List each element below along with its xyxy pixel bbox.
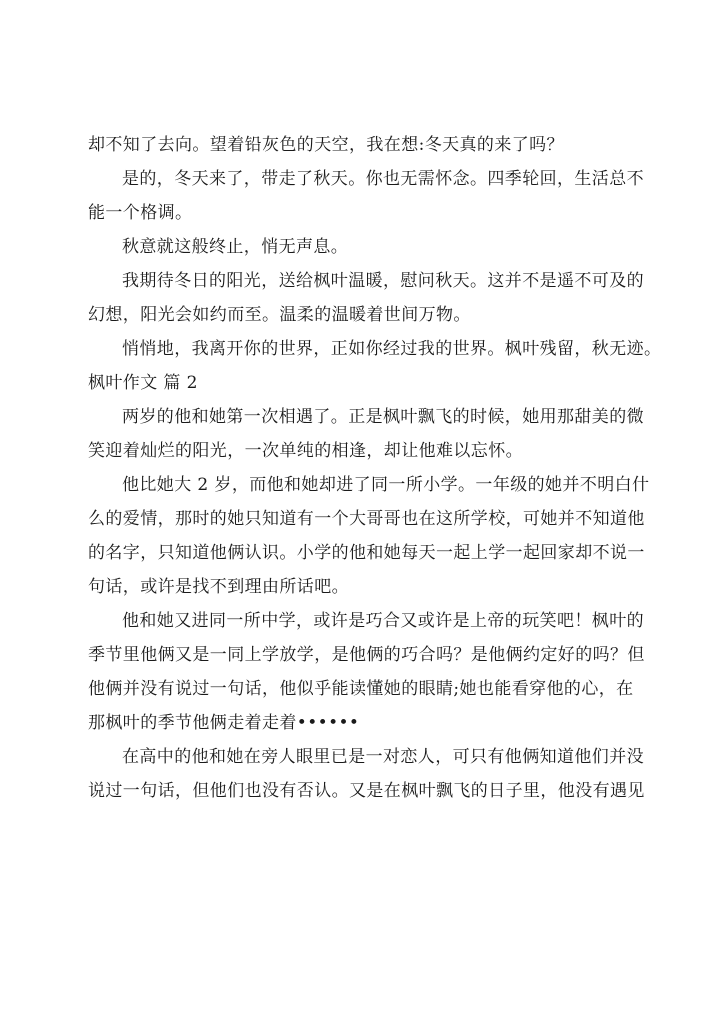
text-line: 在高中的他和她在旁人眼里已是一对恋人，可只有他俩知道他们并没 (122, 747, 644, 767)
text-line: 却不知了去向。望着铅灰色的天空，我在想:冬天真的来了吗？ (88, 135, 564, 155)
text-line: 说过一句话，但他们也没有否认。又是在枫叶飘飞的日子里，他没有遇见 (88, 781, 645, 801)
paragraph-6 (88, 400, 644, 468)
text-line: 么的爱情，那时的她只知道有一个大哥哥也在这所学校，可她并不知道他 (88, 509, 645, 529)
paragraph-9 (88, 740, 645, 808)
section-heading (88, 366, 638, 400)
text-line: 那枫叶的季节他俩走着走着•••••• (88, 713, 360, 733)
text-line: 的名字，只知道他俩认识。小学的他和她每天一起上学一起回家却不说一 (88, 543, 645, 563)
text-line: 季节里他俩又是一同上学放学，是他俩的巧合吗？是他俩约定好的吗？但 (88, 645, 645, 665)
text-line: 两岁的他和她第一次相遇了。正是枫叶飘飞的时候，她用那甜美的微 (122, 407, 644, 427)
paragraph-4 (88, 264, 644, 332)
text-line: 他俩并没有说过一句话，他似乎能读懂她的眼睛;她也能看穿他的心，在 (88, 679, 634, 699)
text-line: 笑迎着灿烂的阳光，一次单纯的相逢，却让他难以忘怀。 (88, 441, 523, 461)
paragraph-7 (88, 468, 650, 604)
paragraph-8 (88, 604, 645, 740)
text-line: 幻想，阳光会如约而至。温柔的温暖着世间万物。 (88, 305, 471, 325)
text-line: 我期待冬日的阳光，送给枫叶温暖，慰问秋天。这并不是遥不可及的 (122, 271, 644, 291)
text-line: 秋意就这般终止，悄无声息。 (122, 237, 349, 257)
paragraph-1 (88, 128, 638, 162)
text-line: 他和她又进同一所中学，或许是巧合又或许是上帝的玩笑吧！枫叶的 (122, 611, 644, 631)
heading-text: 枫叶作文 篇 2 (88, 373, 198, 393)
text-line: 是的，冬天来了，带走了秋天。你也无需怀念。四季轮回，生活总不 (122, 169, 644, 189)
paragraph-2 (88, 162, 644, 230)
text-line: 悄悄地，我离开你的世界，正如你经过我的世界。枫叶残留，秋无迹。 (122, 339, 662, 359)
paragraph-3 (88, 230, 638, 264)
text-line: 能一个格调。 (88, 203, 193, 223)
text-line: 他比她大 2 岁，而他和她却进了同一所小学。一年级的她并不明白什 (122, 475, 650, 495)
text-line: 句话，或许是找不到理由所话吧。 (88, 577, 349, 597)
paragraph-5 (88, 332, 662, 366)
essay-text (88, 128, 662, 808)
